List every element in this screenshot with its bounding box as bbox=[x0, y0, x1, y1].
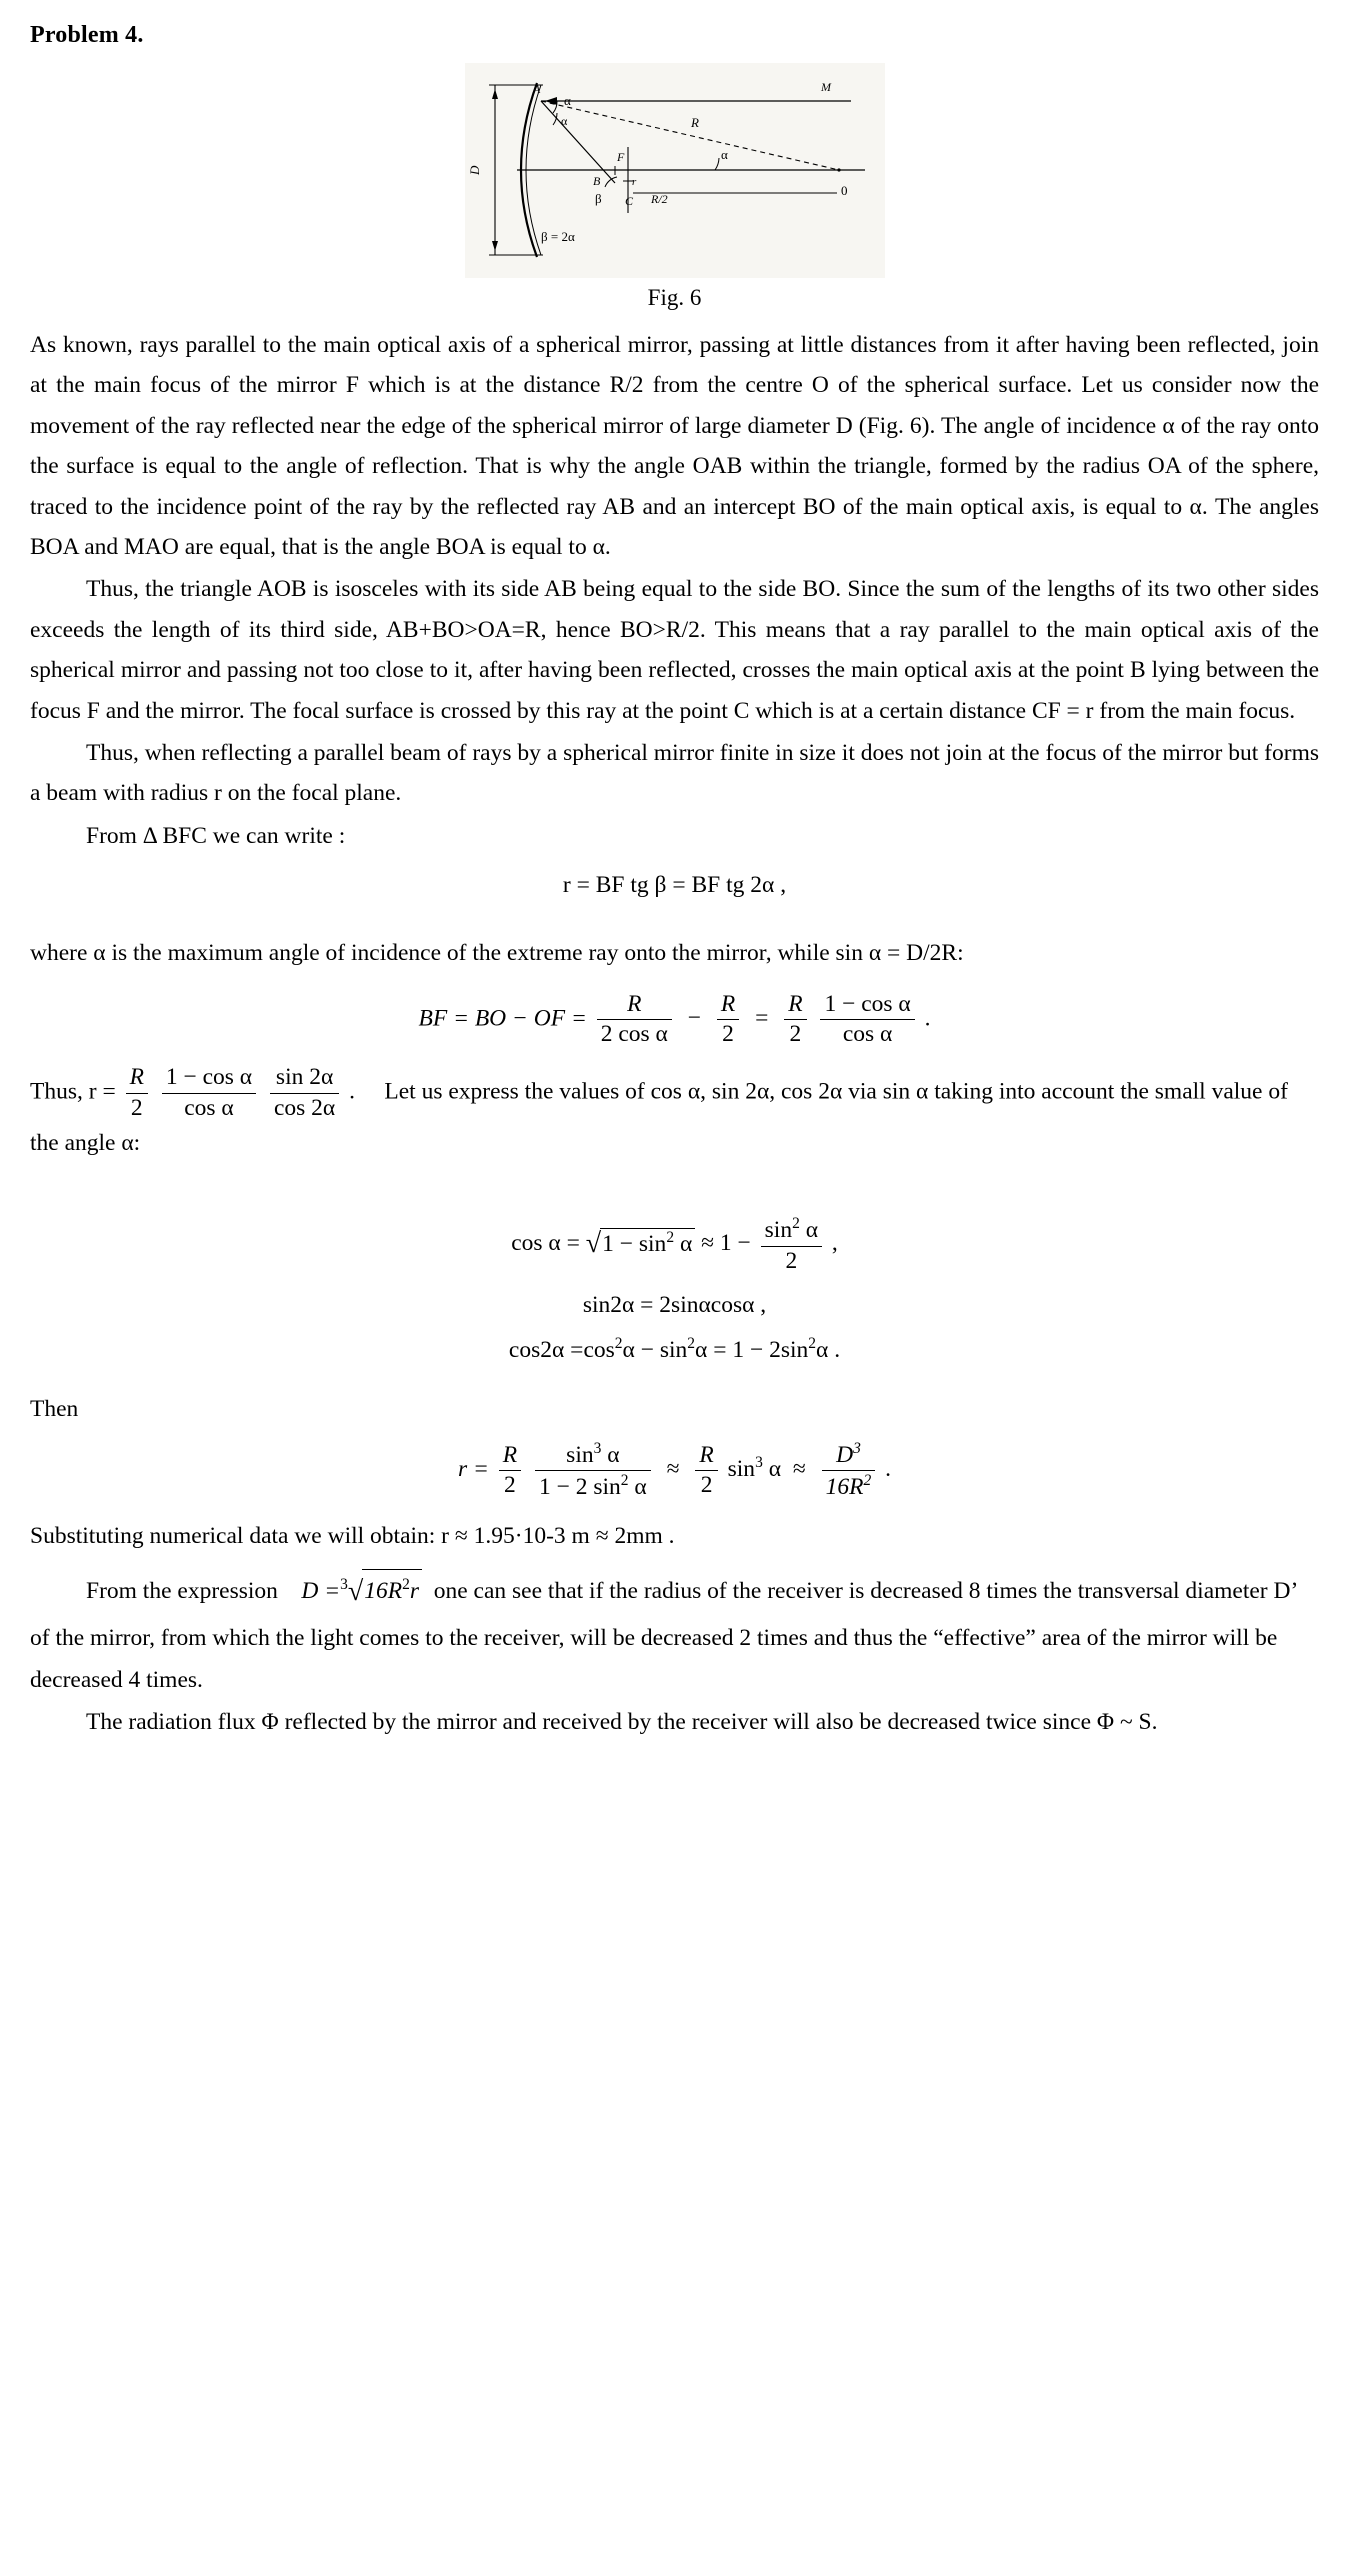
svg-text:r: r bbox=[631, 176, 636, 188]
svg-text:C: C bbox=[624, 194, 633, 208]
paragraph-3: Thus, when reflecting a parallel beam of rays by a spherical mirror finite in size it does not join at the focus of the mirror but forms a beam with radius r on the focal plane. bbox=[30, 740, 1319, 807]
eq2-frac-4: $\frac{\text{1 − cos α}}{\text{cos α}}$ bbox=[820, 990, 914, 1050]
eq7-mid: $\sin^3 \alpha$ bbox=[727, 1453, 781, 1482]
figure-6-diagram bbox=[465, 63, 885, 278]
eq7-frac-2: $\frac{\sin^3 \alpha}{1 - 2 \sin^2 \alpha}$ bbox=[535, 1439, 651, 1502]
svg-text:R/2: R/2 bbox=[650, 192, 668, 206]
eq4-comma: , bbox=[831, 1230, 838, 1257]
paragraph-8-text: one can see that if the radius of the receiver is decreased 8 times the transversal diameter D’ of the mirror, from which the light comes to the receiver, will be decreased 2 times and thus the “effective” area of the mirror will be decreased 4 times. bbox=[30, 1577, 1297, 1694]
eq8-prefix: From the expression bbox=[86, 1577, 278, 1604]
eq8-radical-sign: √ bbox=[347, 1575, 364, 1607]
equation-7 bbox=[30, 1439, 1319, 1502]
eq8-radicand: $16R^2r$ bbox=[362, 1569, 422, 1612]
eq4-lhs: cos α = bbox=[511, 1230, 580, 1257]
figure-svg bbox=[465, 63, 885, 278]
paragraph-7: Substituting numerical data we will obtain: r ≈ 1.95·10-3 m ≈ 2mm . bbox=[30, 1523, 675, 1550]
paragraph-6: Let us express the values of cos α, sin 2α, cos 2α via sin α taking into account the small value of the angle α: bbox=[30, 1078, 1288, 1157]
eq3-frac-3: $\frac{\sin 2\alpha}{\cos 2\alpha}$ bbox=[270, 1063, 339, 1123]
eq2-period: . bbox=[924, 1004, 931, 1031]
eq7-lhs: r = bbox=[457, 1455, 489, 1482]
paragraph-9: The radiation flux Φ reflected by the mirror and received by the receiver will also be decreased twice since Φ ~ S. bbox=[86, 1708, 1158, 1735]
eq2-lhs: BF = BO − OF = bbox=[418, 1004, 587, 1031]
equation-4 bbox=[30, 1214, 1319, 1276]
paragraph-1: As known, rays parallel to the main optical axis of a spherical mirror, passing at little distances from it after having been reflected, join at the main focus of the mirror F which is at the distance R/2 from the centre O of the spherical surface. Let us consider now the movement of the ray reflected near the edge of the spherical mirror of large diameter D (Fig. 6). The angle of incidence α of the ray onto the surface is equal to the angle of reflection. That is why the angle OAB within the triangle, formed by the radius OA of the sphere, traced to the incidence point of the ray by the reflected ray AB and an intercept BO of the main optical axis, is equal to α. The angles BOA and MAO are equal, that is the angle BOA is equal to α. bbox=[30, 332, 1319, 561]
svg-text:M: M bbox=[820, 80, 831, 94]
svg-text:α: α bbox=[720, 147, 728, 162]
eq2-frac-1: $\frac{R}{\text{2 cos α}}$ bbox=[597, 990, 672, 1050]
equation-6: $\cos 2\alpha =\cos^2\alpha - \sin^2\alpha = 1 - 2\sin^2\alpha$ . bbox=[508, 1334, 841, 1363]
eq8-lhs: D = bbox=[301, 1577, 341, 1604]
svg-text:F: F bbox=[616, 150, 624, 164]
svg-text:R: R bbox=[690, 115, 699, 130]
paragraph-5: where α is the maximum angle of incidence of the extreme ray onto the mirror, while sin α = D/2R: bbox=[30, 940, 964, 967]
svg-text:β: β bbox=[594, 191, 602, 206]
then-label: Then bbox=[30, 1395, 79, 1422]
paragraph-2: Thus, the triangle AOB is isosceles with its side AB being equal to the side BO. Since the sum of the lengths of its two other sides exceeds the length of its third side, AB+BO>OA=R, hence BO>R/2. This means that a ray parallel to the main optical axis of the spherical mirror and passing not too close to it, after having been reflected, crosses the main optical axis at the point B lying between the focus F and the mirror. The focal surface is crossed by this ray at the point C which is at a certain distance CF = r from the main focus. bbox=[30, 576, 1319, 724]
equation-3-line bbox=[30, 1063, 1319, 1164]
paragraph-8 bbox=[30, 1567, 1319, 1702]
eq7-frac-3: $\frac{R}{2}$ bbox=[695, 1441, 717, 1501]
svg-text:α: α bbox=[563, 93, 571, 108]
eq7-period: . bbox=[885, 1455, 892, 1482]
eq4-radicand: $1 - \sin^2 \alpha$ bbox=[600, 1228, 695, 1258]
svg-text:D: D bbox=[466, 165, 482, 175]
eq4-frac: $\frac{\sin^2 \alpha}{2}$ bbox=[761, 1214, 822, 1276]
svg-text:A: A bbox=[532, 82, 540, 96]
eq3-period: . bbox=[349, 1078, 379, 1105]
eq4-approx: ≈ 1 − bbox=[701, 1230, 751, 1257]
eq3-frac-2: $\frac{\text{1 − cos α}}{\text{cos α}}$ bbox=[162, 1063, 256, 1123]
eq7-approx-1: ≈ bbox=[666, 1455, 680, 1482]
paragraph-4: From Δ BFC we can write : bbox=[86, 822, 346, 849]
figure-block bbox=[30, 63, 1319, 311]
eq3-frac-1: $\frac{R}{2}$ bbox=[126, 1063, 148, 1123]
eq2-equals: = bbox=[755, 1004, 769, 1031]
eq7-frac-4: $\frac{D^3}{16R^2}$ bbox=[822, 1439, 876, 1502]
eq2-frac-2: $\frac{R}{2}$ bbox=[717, 990, 739, 1050]
equation-5: sin2α = 2sinαcosα , bbox=[582, 1291, 767, 1318]
eq2-minus: − bbox=[687, 1004, 701, 1031]
svg-text:α: α bbox=[560, 114, 567, 128]
eq7-approx-2: ≈ bbox=[792, 1455, 806, 1482]
radical-sign: √ bbox=[585, 1228, 602, 1260]
equation-1: r = BF tg β = BF tg 2α , bbox=[562, 872, 787, 899]
svg-text:β = 2α: β = 2α bbox=[540, 229, 575, 244]
cube-root-index: 3 bbox=[340, 1575, 348, 1593]
eq2-frac-3: $\frac{R}{2}$ bbox=[784, 990, 806, 1050]
eq3-prefix: Thus, r = bbox=[30, 1078, 116, 1105]
svg-text:0: 0 bbox=[840, 183, 847, 198]
equation-2 bbox=[30, 990, 1319, 1050]
figure-caption: Fig. 6 bbox=[647, 285, 702, 310]
svg-text:B: B bbox=[592, 174, 600, 188]
page-title: Problem 4. bbox=[30, 22, 144, 48]
eq7-frac-1: $\frac{R}{2}$ bbox=[499, 1441, 521, 1501]
